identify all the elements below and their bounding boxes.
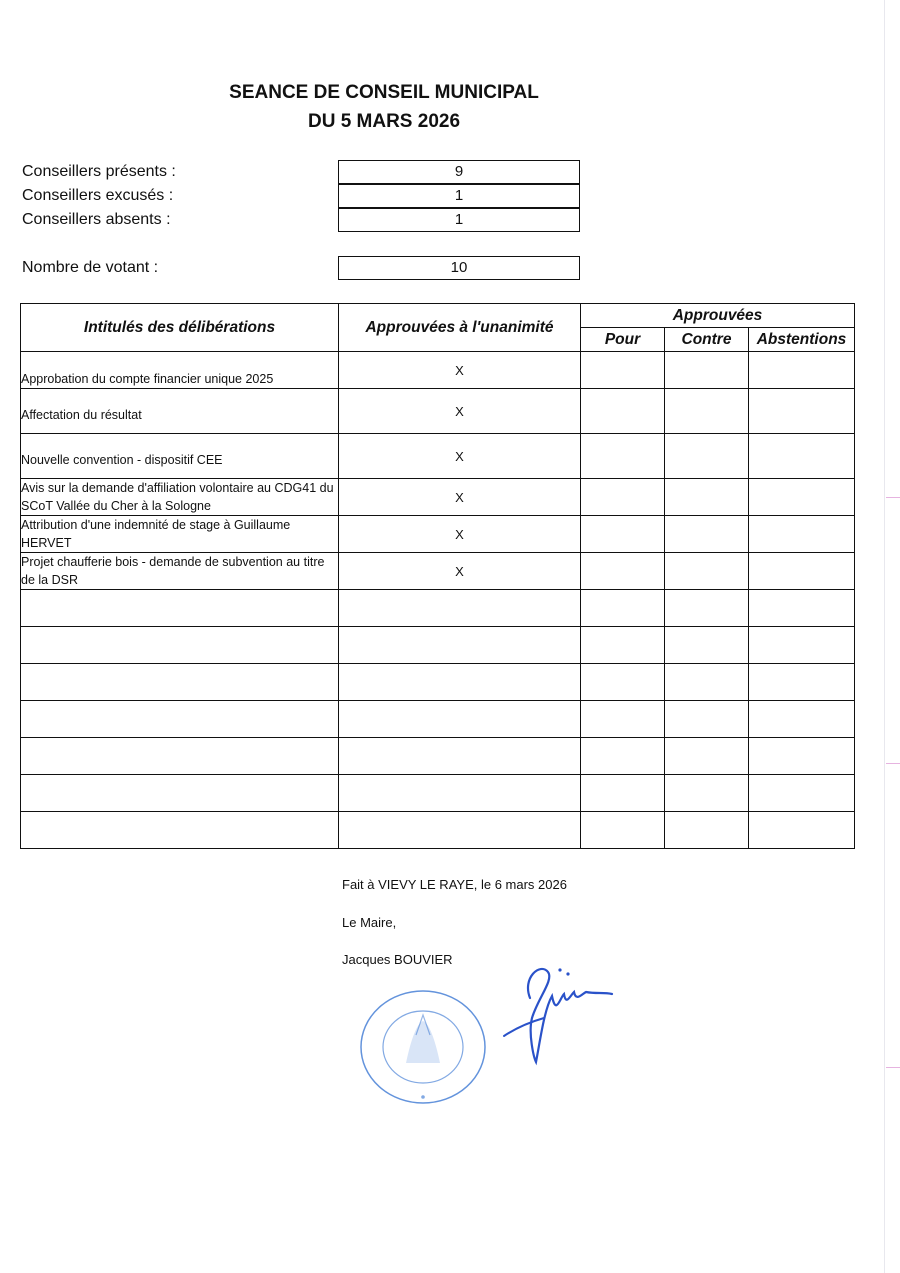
row-unanimite — [339, 775, 581, 812]
row-contre — [665, 627, 749, 664]
row-intitule: Approbation du compte financier unique 2025 — [21, 352, 339, 389]
row-pour — [581, 479, 665, 516]
row-pour — [581, 775, 665, 812]
value-nombre-votant: 10 — [338, 256, 580, 280]
row-unanimite: X — [339, 352, 581, 389]
mayor-signature — [500, 958, 620, 1068]
row-unanimite: X — [339, 516, 581, 553]
row-pour — [581, 738, 665, 775]
scan-edge-line — [884, 0, 885, 1273]
row-unanimite — [339, 627, 581, 664]
table-row — [21, 389, 855, 434]
row-unanimite: X — [339, 479, 581, 516]
table-row — [21, 701, 855, 738]
row-contre — [665, 389, 749, 434]
page-title: SEANCE DE CONSEIL MUNICIPAL — [229, 82, 539, 103]
mairie-stamp — [356, 985, 490, 1109]
row-unanimite: X — [339, 434, 581, 479]
header-unanimite: Approuvées à l'unanimité — [339, 304, 581, 352]
table-row — [21, 664, 855, 701]
row-contre — [665, 516, 749, 553]
row-intitule — [21, 775, 339, 812]
row-pour — [581, 434, 665, 479]
header-approuvees: Approuvées — [581, 304, 855, 328]
header-intitules: Intitulés des délibérations — [21, 304, 339, 352]
row-abstentions — [749, 434, 855, 479]
label-conseillers-presents: Conseillers présents : — [22, 163, 176, 180]
row-contre — [665, 775, 749, 812]
row-intitule — [21, 664, 339, 701]
row-intitule: Attribution d'une indemnité de stage à Guillaume HERVET — [21, 516, 339, 553]
row-pour — [581, 664, 665, 701]
row-abstentions — [749, 553, 855, 590]
table-row — [21, 590, 855, 627]
row-unanimite: X — [339, 389, 581, 434]
scan-margin-mark — [886, 497, 900, 498]
row-pour — [581, 627, 665, 664]
row-abstentions — [749, 664, 855, 701]
row-contre — [665, 434, 749, 479]
footer-mayor-name: Jacques BOUVIER — [342, 952, 453, 967]
row-contre — [665, 479, 749, 516]
footer-role: Le Maire, — [342, 915, 397, 930]
header-pour: Pour — [581, 328, 665, 352]
table-row — [21, 352, 855, 389]
row-intitule: Projet chaufferie bois - demande de subvention au titre de la DSR — [21, 553, 339, 590]
scan-margin-mark — [886, 1067, 900, 1068]
row-intitule: Nouvelle convention - dispositif CEE — [21, 434, 339, 479]
row-pour — [581, 553, 665, 590]
row-unanimite — [339, 664, 581, 701]
row-pour — [581, 516, 665, 553]
table-row — [21, 516, 855, 553]
label-conseillers-absents: Conseillers absents : — [22, 211, 171, 228]
header-abstentions: Abstentions — [749, 328, 855, 352]
value-conseillers-excuses: 1 — [338, 184, 580, 208]
row-pour — [581, 389, 665, 434]
row-abstentions — [749, 590, 855, 627]
row-abstentions — [749, 352, 855, 389]
value-conseillers-absents: 1 — [338, 208, 580, 232]
row-unanimite: X — [339, 553, 581, 590]
row-intitule — [21, 590, 339, 627]
header-contre: Contre — [665, 328, 749, 352]
label-conseillers-excuses: Conseillers excusés : — [22, 187, 174, 204]
page-subtitle-date: DU 5 MARS 2026 — [307, 111, 461, 132]
row-intitule — [21, 627, 339, 664]
row-intitule: Affectation du résultat — [21, 389, 339, 434]
row-abstentions — [749, 516, 855, 553]
row-intitule — [21, 738, 339, 775]
row-abstentions — [749, 479, 855, 516]
row-pour — [581, 590, 665, 627]
scan-margin-mark — [886, 763, 900, 764]
row-pour — [581, 352, 665, 389]
row-pour — [581, 812, 665, 849]
row-intitule — [21, 701, 339, 738]
table-row — [21, 812, 855, 849]
row-contre — [665, 812, 749, 849]
row-abstentions — [749, 738, 855, 775]
table-row — [21, 775, 855, 812]
row-intitule: Avis sur la demande d'affiliation volontaire au CDG41 du SCoT Vallée du Cher à la Sologne — [21, 479, 339, 516]
table-row — [21, 479, 855, 516]
row-unanimite — [339, 812, 581, 849]
row-unanimite — [339, 701, 581, 738]
row-unanimite — [339, 590, 581, 627]
row-contre — [665, 352, 749, 389]
row-contre — [665, 738, 749, 775]
row-contre — [665, 664, 749, 701]
table-row — [21, 738, 855, 775]
row-unanimite — [339, 738, 581, 775]
row-intitule — [21, 812, 339, 849]
row-contre — [665, 590, 749, 627]
deliberations-table — [20, 303, 855, 849]
row-abstentions — [749, 701, 855, 738]
row-contre — [665, 701, 749, 738]
row-abstentions — [749, 775, 855, 812]
value-conseillers-presents: 9 — [338, 160, 580, 184]
footer-place-date: Fait à VIEVY LE RAYE, le 6 mars 2026 — [342, 877, 567, 892]
row-abstentions — [749, 812, 855, 849]
table-row — [21, 553, 855, 590]
row-abstentions — [749, 627, 855, 664]
table-row — [21, 434, 855, 479]
row-contre — [665, 553, 749, 590]
label-nombre-votant: Nombre de votant : — [22, 259, 159, 276]
table-row — [21, 627, 855, 664]
row-pour — [581, 701, 665, 738]
row-abstentions — [749, 389, 855, 434]
